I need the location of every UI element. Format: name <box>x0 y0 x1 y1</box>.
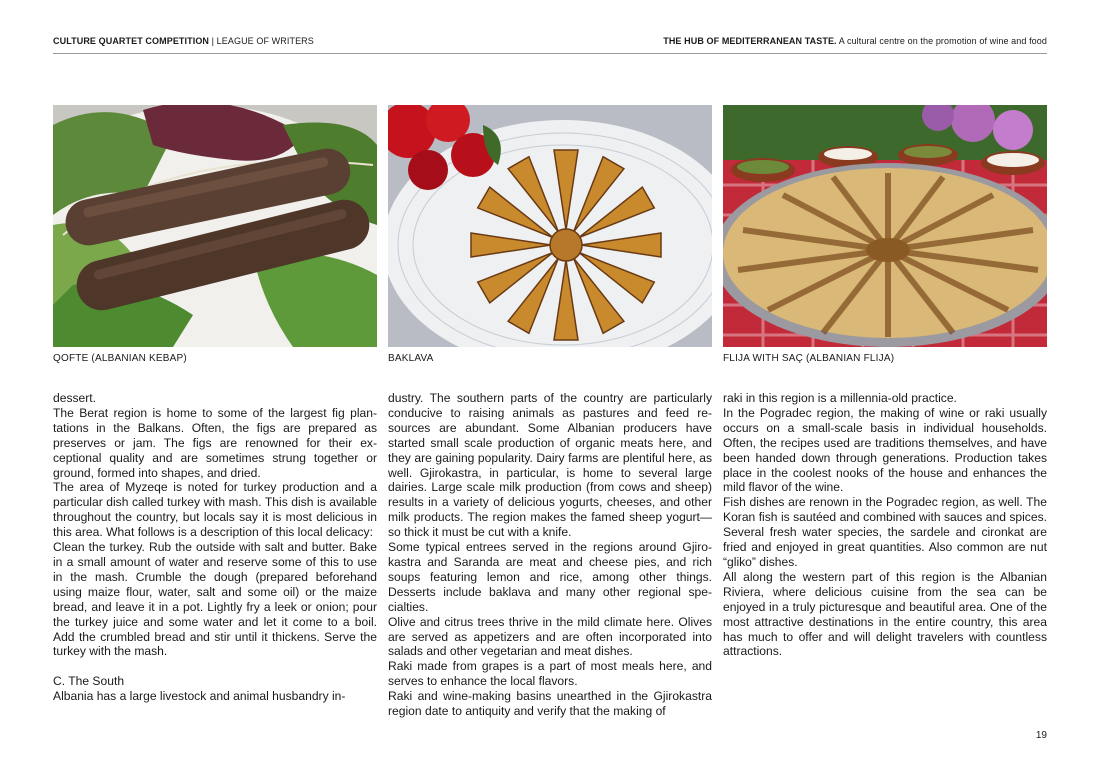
paragraph: The area of Myzeqe is noted for turkey production and a particular dish called turkey with mash. This dish is available throughout the country, but locals say it is most delicious in this area. What follows is a description of this local delicacy: <box>53 480 377 540</box>
paragraph: In the Pogradec region, the making of wine or raki usually occurs on a small-scale basis in individual households. Often, the recipes used are traditions themselves, and have been handed down through generations. Production takes place in the coolest nooks of the house and enhances the mild flavor of the wine. <box>723 405 1047 495</box>
text-column-1 <box>53 391 377 704</box>
qofte-photo <box>53 105 377 347</box>
running-header <box>53 33 1047 54</box>
page-number: 19 <box>1035 730 1047 741</box>
paragraph: All along the western part of this region is the Albanian Riviera, where delicious cuisine from the sea can be enjoyed in a truly picturesque and beautiful area. One of the most attractive destinations in the entire country, this area has much to offer and will delight travelers with countless attractions. <box>723 569 1047 659</box>
header-left <box>53 36 314 46</box>
qofte-caption: QOFTE (ALBANIAN KEBAP) <box>53 353 187 364</box>
paragraph: Raki made from grapes is a part of most meals here, and serves to enhance the local flavors. <box>388 659 712 689</box>
paragraph-gap <box>53 659 377 674</box>
paragraph: dessert. <box>53 391 97 405</box>
baklava-caption: BAKLAVA <box>388 353 434 364</box>
publication-title: THE HUB OF MEDITERRANEAN TASTE. <box>663 36 837 46</box>
paragraph: Fish dishes are renown in the Pogradec region, as well. The Koran fish is sautéed and combined with sauces and spices. Several fresh water species, the sardele and cironkat are fried and enjoyed in great quantities. Also common are nut “gliko” dishes. <box>723 495 1047 569</box>
flija-caption: FLIJA WITH SAÇ (ALBANIAN FLIJA) <box>723 353 895 364</box>
paragraph: Raki and wine-making basins unearthed in the Gjirokastra region date to antiquity and verify that the making of <box>388 689 712 719</box>
competition-title: CULTURE QUARTET COMPETITION <box>53 36 210 46</box>
text-column-3 <box>723 391 1047 659</box>
paragraph: Some typical entrees served in the regions around Gjirokastra and Saranda are meat and cheese pies, and rich soups featuring lemon and rice, among other things. Desserts include baklava and many other regional specialties. <box>388 540 712 614</box>
baklava-photo <box>388 105 712 347</box>
paragraph: Olive and citrus trees thrive in the mild climate here. Olives are served as appetizers and are often incorporated into salads and other vegetarian and meat dishes. <box>388 614 712 659</box>
publication-subtitle: A cultural centre on the promotion of wine and food <box>836 36 1047 46</box>
paragraph: Clean the turkey. Rub the outside with salt and butter. Bake in a small amount of water and reserve some of this to use in the mash. Crumble the dough (prepared beforehand using maize flour, water, salt and some oil) or the maize bread, and leave it in a pot. Lightly fry a leek or onion; pour the turkey juice and some water and let it come to a boil. Add the crumbled bread and stir until it thickens. Serve the turkey with the mash. <box>53 540 377 659</box>
organizer-name: | LEAGUE OF WRITERS <box>209 36 314 46</box>
paragraph: Albania has a large livestock and animal husbandry in- <box>53 689 346 704</box>
paragraph: raki in this region is a millennia-old practice. <box>723 391 957 405</box>
paragraph: dustry. The southern parts of the country are particularly conducive to raising animals as pastures and feed resources are abundant. Some Albanian producers have started small scale production of organic meats here, and they are gaining popularity. Dairy farms are plentiful here, as well. Gjirokastra, in particular, is home to several large dairies. Large scale milk production (from cows and sheep) results in a variety of delicious yogurts, cheeses, and other milk products. The region makes the famed sheep yogurt—so thick it must be cut with a knife. <box>388 391 712 540</box>
flija-photo <box>723 105 1047 347</box>
header-right <box>663 36 1047 46</box>
paragraph: The Berat region is home to some of the largest fig plantations in the Balkans. Often, the figs are prepared as preserves or jam. The figs are renowned for their exceptional quality and are sometimes strung together or ground, formed into shapes, and dried. <box>53 405 377 480</box>
text-column-2 <box>388 391 712 719</box>
section-heading: C. The South <box>53 674 125 689</box>
